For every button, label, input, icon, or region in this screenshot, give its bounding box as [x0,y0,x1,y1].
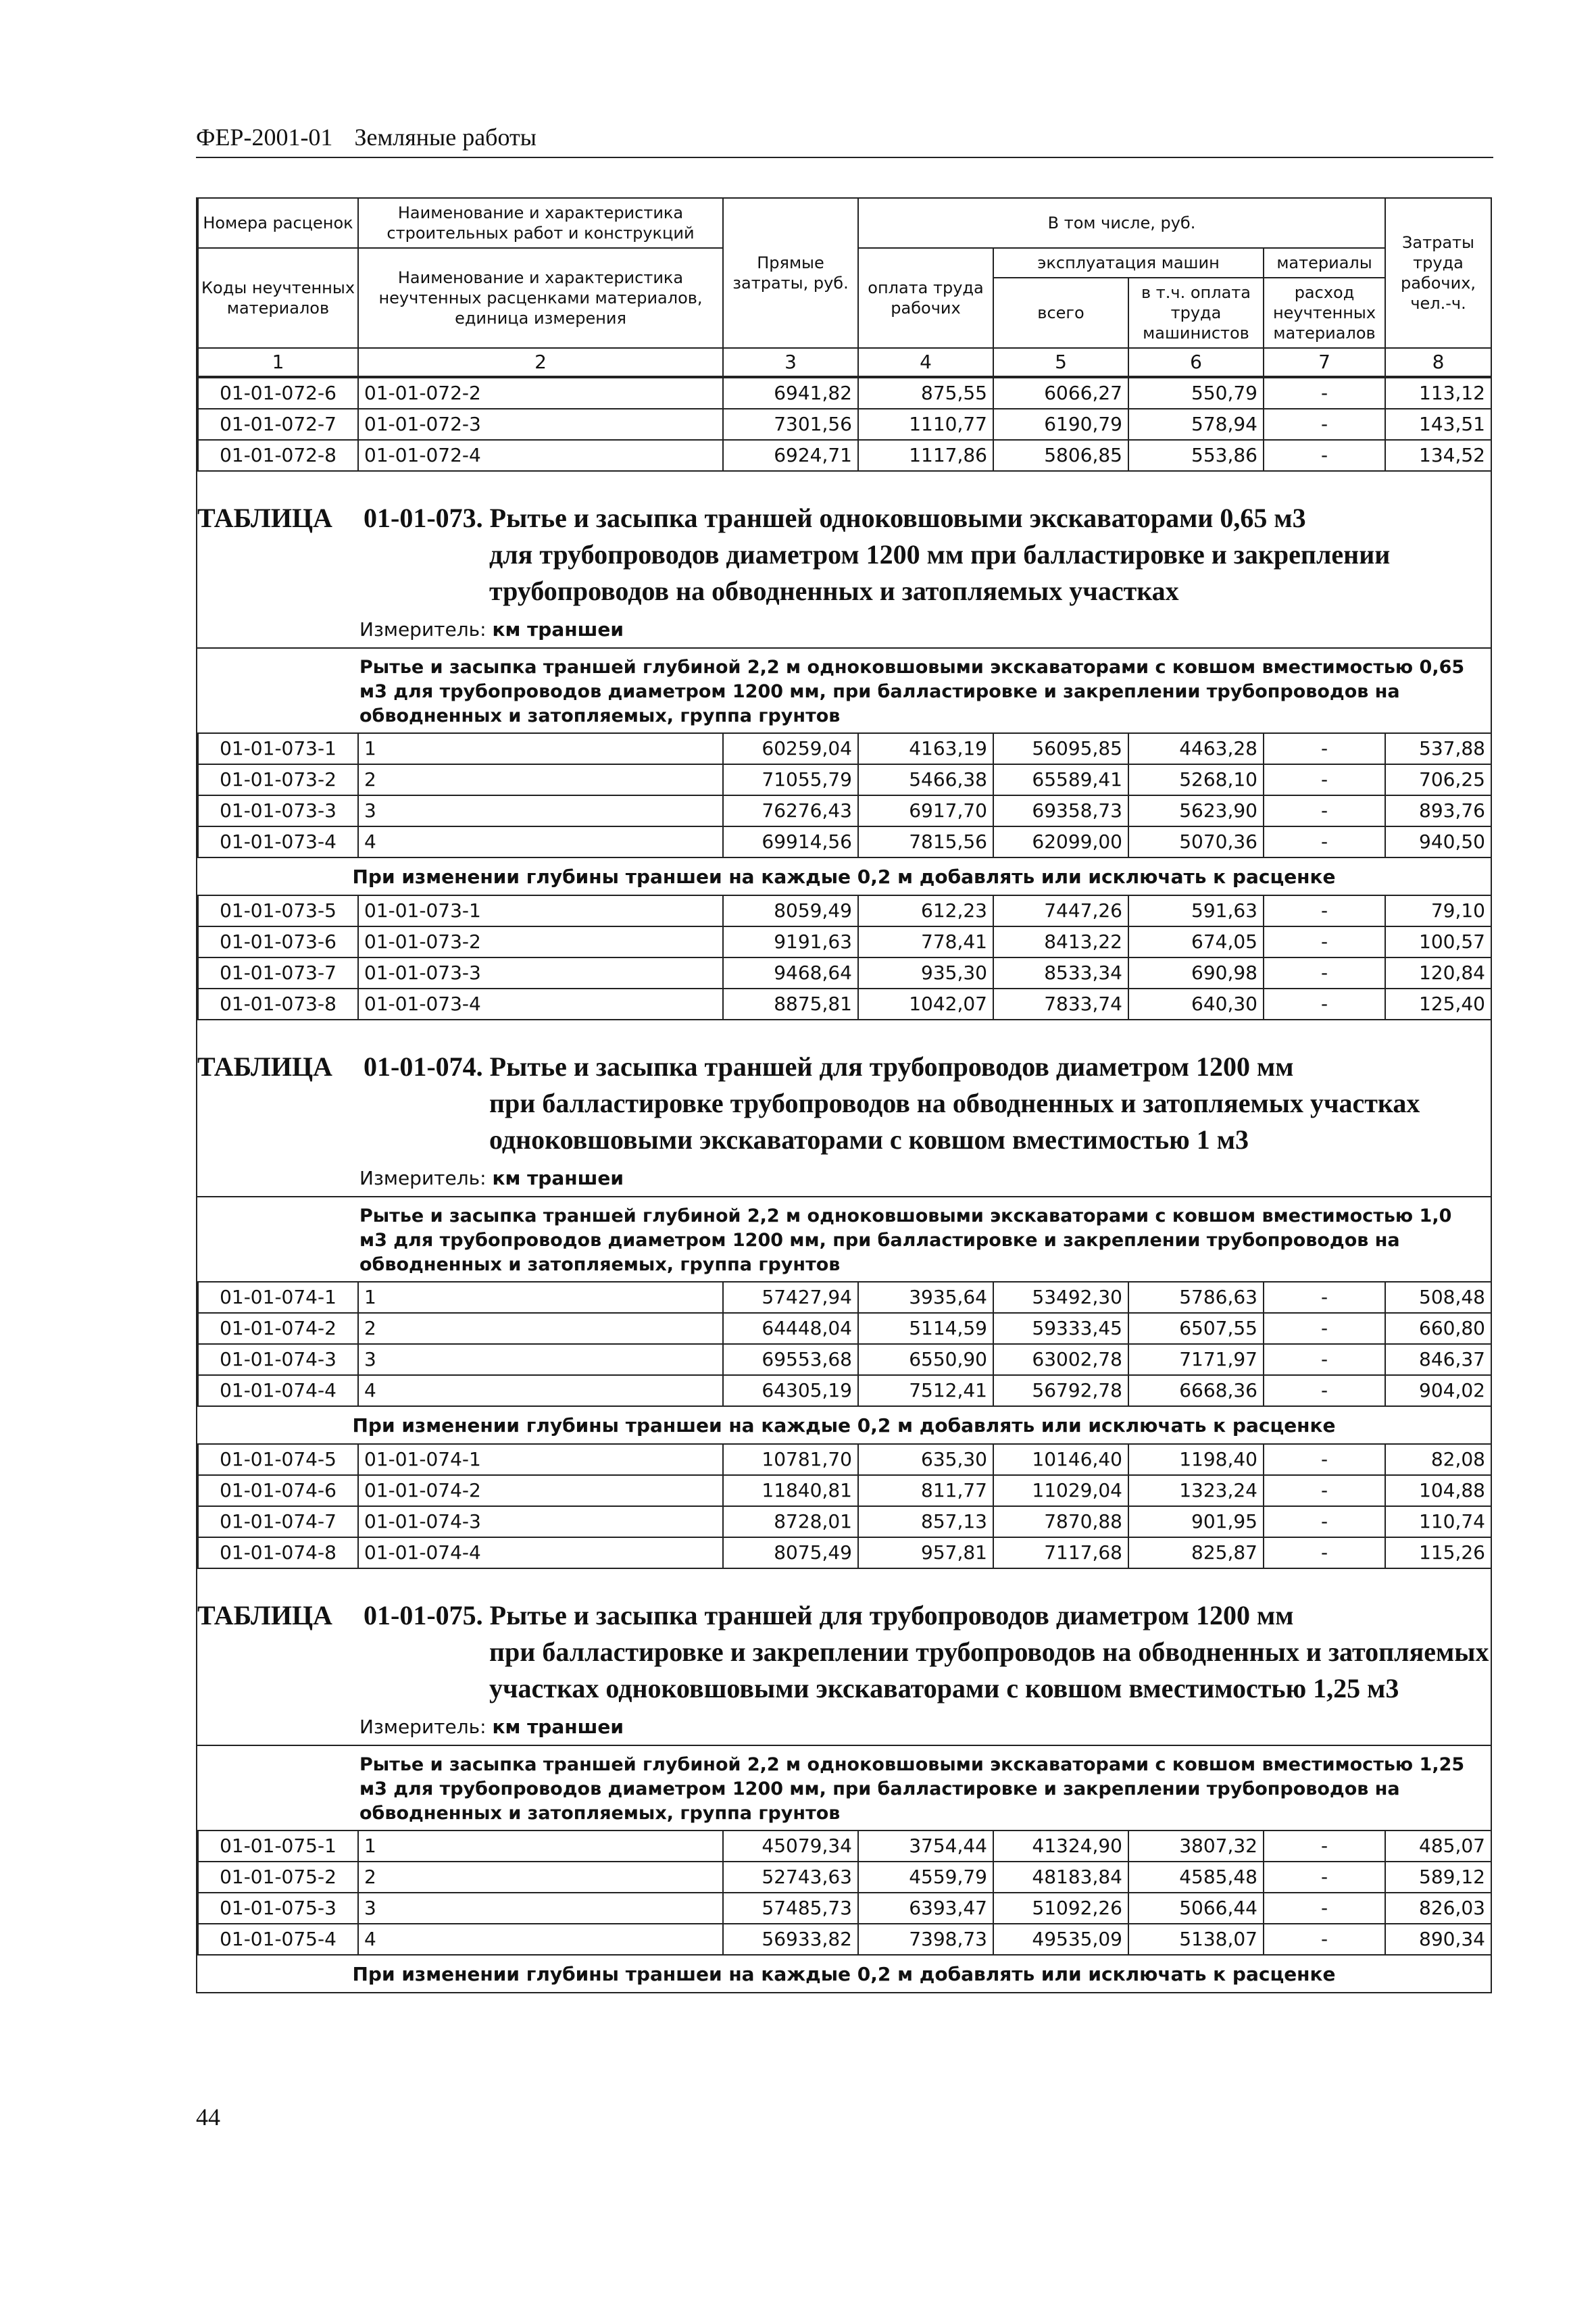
cell-direct-costs: 9468,64 [723,957,858,989]
cell-labor-hours: 125,40 [1385,989,1491,1020]
rates-table [197,1281,1492,1407]
cell-direct-costs: 64448,04 [723,1313,858,1344]
cell-rate-code: 01-01-073-1 [198,733,358,764]
cell-direct-costs: 69553,68 [723,1344,858,1375]
table-row [198,1893,1491,1924]
cell-labor-pay: 3754,44 [858,1831,993,1862]
cell-direct-costs: 69914,56 [723,826,858,857]
work-description: Рытье и засыпка траншей глубиной 2,2 м одноковшовыми экскаваторами с ковшом вместимостью 1,25 м3 для трубопроводов диаметром 1200 мм, при балластировке и закреплении трубопроводов на обводненных и затопляемых, группа грунтов [197,1745,1491,1830]
rates-sheet [196,197,1492,1993]
table-title [197,488,1491,612]
cell-labor-pay: 7398,73 [858,1924,993,1955]
meter-label: Измеритель: [359,1167,487,1189]
cell-rate-name: 1 [358,733,723,764]
table-row [198,895,1491,926]
cell-labor-pay: 6917,70 [858,795,993,826]
table-label: ТАБЛИЦА [197,1051,332,1082]
cell-materials: - [1264,378,1385,409]
cell-direct-costs: 56933,82 [723,1924,858,1955]
cell-labor-hours: 100,57 [1385,926,1491,957]
cell-rate-code: 01-01-073-5 [198,895,358,926]
cell-rate-name: 01-01-074-3 [358,1506,723,1537]
table-row [198,764,1491,795]
cell-labor-pay: 4163,19 [858,733,993,764]
page-header [196,123,1493,158]
rates-table [197,732,1492,858]
column-number: 5 [993,348,1128,376]
table-072-continuation [197,377,1492,472]
cell-rate-code: 01-01-074-6 [198,1475,358,1506]
unit-of-measure [197,1710,1491,1745]
meter-value: км траншеи [492,1167,624,1189]
cell-labor-hours: 110,74 [1385,1506,1491,1537]
cell-machines-total: 65589,41 [993,764,1128,795]
cell-rate-code: 01-01-073-8 [198,989,358,1020]
column-number: 7 [1264,348,1385,376]
col-header-machines: эксплуатация машин [993,248,1264,278]
cell-machinist-pay: 690,98 [1128,957,1264,989]
meter-value: км траншеи [492,618,624,641]
table-title-first-line: 01-01-074. Рытье и засыпка траншей для трубопроводов диаметром 1200 мм [364,1051,1294,1082]
cell-machines-total: 56095,85 [993,733,1128,764]
cell-labor-hours: 120,84 [1385,957,1491,989]
table-row [198,1475,1491,1506]
cell-materials: - [1264,1831,1385,1862]
col-header-machines-incl: в т.ч. оплата труда машинистов [1128,278,1264,348]
cell-labor-pay: 5466,38 [858,764,993,795]
cell-labor-pay: 957,81 [858,1537,993,1568]
table-row [198,1924,1491,1955]
section-title: Земляные работы [354,124,537,151]
col-header-name: Наименование и характеристика строительных работ и конструкций [358,198,723,248]
cell-rate-name: 01-01-073-4 [358,989,723,1020]
cell-labor-hours: 660,80 [1385,1313,1491,1344]
cell-machines-total: 62099,00 [993,826,1128,857]
cell-rate-name: 01-01-074-4 [358,1537,723,1568]
cell-direct-costs: 10781,70 [723,1444,858,1475]
cell-rate-code: 01-01-073-3 [198,795,358,826]
cell-materials: - [1264,1313,1385,1344]
cell-machinist-pay: 4585,48 [1128,1862,1264,1893]
cell-machinist-pay: 5138,07 [1128,1924,1264,1955]
cell-machinist-pay: 674,05 [1128,926,1264,957]
table-row [198,378,1491,409]
cell-labor-hours: 113,12 [1385,378,1491,409]
cell-labor-pay: 1110,77 [858,409,993,440]
cell-rate-name: 2 [358,1862,723,1893]
table-row [198,1444,1491,1475]
cell-rate-name: 2 [358,764,723,795]
cell-machinist-pay: 578,94 [1128,409,1264,440]
cell-rate-code: 01-01-073-7 [198,957,358,989]
cell-labor-hours: 79,10 [1385,895,1491,926]
cell-rate-code: 01-01-074-7 [198,1506,358,1537]
cell-labor-pay: 1117,86 [858,440,993,471]
cell-rate-name: 4 [358,1375,723,1406]
cell-machinist-pay: 1323,24 [1128,1475,1264,1506]
cell-machines-total: 7870,88 [993,1506,1128,1537]
unit-of-measure [197,1161,1491,1196]
cell-rate-code: 01-01-075-4 [198,1924,358,1955]
page-number: 44 [196,2104,220,2131]
cell-rate-name: 01-01-072-2 [358,378,723,409]
cell-direct-costs: 60259,04 [723,733,858,764]
cell-machinist-pay: 7171,97 [1128,1344,1264,1375]
cell-materials: - [1264,1537,1385,1568]
cell-machines-total: 10146,40 [993,1444,1128,1475]
table-row [198,1506,1491,1537]
table-row [198,440,1491,471]
cell-labor-pay: 3935,64 [858,1282,993,1313]
cell-machines-total: 8413,22 [993,926,1128,957]
cell-machines-total: 8533,34 [993,957,1128,989]
cell-materials: - [1264,440,1385,471]
cell-rate-name: 2 [358,1313,723,1344]
cell-machines-total: 11029,04 [993,1475,1128,1506]
cell-labor-pay: 778,41 [858,926,993,957]
cell-machines-total: 59333,45 [993,1313,1128,1344]
cell-direct-costs: 76276,43 [723,795,858,826]
cell-machines-total: 6066,27 [993,378,1128,409]
cell-materials: - [1264,1344,1385,1375]
cell-machines-total: 7447,26 [993,895,1128,926]
cell-machinist-pay: 4463,28 [1128,733,1264,764]
cell-machinist-pay: 640,30 [1128,989,1264,1020]
cell-rate-code: 01-01-074-1 [198,1282,358,1313]
cell-rate-code: 01-01-075-1 [198,1831,358,1862]
table-row [198,1344,1491,1375]
cell-materials: - [1264,926,1385,957]
table-row [198,1313,1491,1344]
cell-labor-pay: 811,77 [858,1475,993,1506]
cell-direct-costs: 8875,81 [723,989,858,1020]
cell-machines-total: 7833,74 [993,989,1128,1020]
column-number: 8 [1385,348,1491,376]
cell-machinist-pay: 1198,40 [1128,1444,1264,1475]
cell-labor-hours: 104,88 [1385,1475,1491,1506]
table-row [198,1537,1491,1568]
cell-labor-pay: 1042,07 [858,989,993,1020]
col-header-labor-pay: оплата труда рабочих [858,248,993,348]
cell-rate-code: 01-01-074-4 [198,1375,358,1406]
cell-labor-hours: 706,25 [1385,764,1491,795]
cell-rate-code: 01-01-072-8 [198,440,358,471]
cell-rate-code: 01-01-074-2 [198,1313,358,1344]
cell-direct-costs: 64305,19 [723,1375,858,1406]
cell-labor-hours: 537,88 [1385,733,1491,764]
cell-materials: - [1264,733,1385,764]
table-row [198,1831,1491,1862]
rates-table [197,1830,1492,1956]
meter-value: км траншеи [492,1716,624,1738]
column-number: 6 [1128,348,1264,376]
table-row [198,926,1491,957]
cell-direct-costs: 9191,63 [723,926,858,957]
cell-labor-hours: 826,03 [1385,1893,1491,1924]
column-number: 1 [198,348,358,376]
cell-labor-pay: 6393,47 [858,1893,993,1924]
cell-materials: - [1264,1924,1385,1955]
cell-rate-name: 1 [358,1831,723,1862]
cell-machines-total: 56792,78 [993,1375,1128,1406]
cell-rate-name: 01-01-074-2 [358,1475,723,1506]
col-header-labor: Затраты труда рабочих, чел.-ч. [1385,198,1491,348]
cell-materials: - [1264,1444,1385,1475]
cell-rate-name: 01-01-073-1 [358,895,723,926]
cell-labor-pay: 875,55 [858,378,993,409]
cell-labor-hours: 890,34 [1385,1924,1491,1955]
cell-rate-name: 4 [358,826,723,857]
cell-machinist-pay: 5786,63 [1128,1282,1264,1313]
cell-labor-hours: 846,37 [1385,1344,1491,1375]
unit-of-measure [197,612,1491,647]
cell-machines-total: 48183,84 [993,1862,1128,1893]
cell-rate-name: 3 [358,795,723,826]
cell-rate-code: 01-01-074-5 [198,1444,358,1475]
depth-change-table [197,895,1492,1020]
column-number: 2 [358,348,723,376]
cell-machines-total: 49535,09 [993,1924,1128,1955]
cell-rate-code: 01-01-073-6 [198,926,358,957]
cell-direct-costs: 8075,49 [723,1537,858,1568]
cell-direct-costs: 52743,63 [723,1862,858,1893]
table-title [197,1037,1491,1161]
cell-materials: - [1264,989,1385,1020]
cell-labor-hours: 143,51 [1385,409,1491,440]
cell-machines-total: 6190,79 [993,409,1128,440]
cell-materials: - [1264,1282,1385,1313]
cell-machines-total: 41324,90 [993,1831,1128,1862]
cell-direct-costs: 11840,81 [723,1475,858,1506]
cell-direct-costs: 57427,94 [723,1282,858,1313]
col-header-incl: В том числе, руб. [858,198,1385,248]
table-title-rest: при балластировке трубопроводов на обводненных и затопляемых участках одноковшовыми экскаваторами с ковшом вместимостью 1 м3 [489,1088,1420,1155]
cell-labor-hours: 485,07 [1385,1831,1491,1862]
cell-direct-costs: 8728,01 [723,1506,858,1537]
cell-rate-code: 01-01-073-4 [198,826,358,857]
cell-direct-costs: 6941,82 [723,378,858,409]
cell-materials: - [1264,895,1385,926]
cell-rate-name: 01-01-072-3 [358,409,723,440]
cell-machinist-pay: 825,87 [1128,1537,1264,1568]
col-header-materials-use: расход неучтенных материалов [1264,278,1385,348]
cell-rate-name: 01-01-073-3 [358,957,723,989]
cell-materials: - [1264,795,1385,826]
table-title-first-line: 01-01-073. Рытье и засыпка траншей одноковшовыми экскаваторами 0,65 м3 [364,503,1306,533]
depth-change-note: При изменении глубины траншеи на каждые 0,2 м добавлять или исключать к расценке [352,1963,1336,1985]
cell-direct-costs: 57485,73 [723,1893,858,1924]
cell-labor-pay: 635,30 [858,1444,993,1475]
cell-machinist-pay: 6668,36 [1128,1375,1264,1406]
table-title-rest: для трубопроводов диаметром 1200 мм при балластировке и закреплении трубопроводов на обводненных и затопляемых участках [489,539,1391,606]
cell-labor-hours: 115,26 [1385,1537,1491,1568]
cell-labor-hours: 508,48 [1385,1282,1491,1313]
cell-machines-total: 69358,73 [993,795,1128,826]
table-label: ТАБЛИЦА [197,503,332,533]
cell-labor-pay: 7815,56 [858,826,993,857]
cell-direct-costs: 8059,49 [723,895,858,926]
meter-label: Измеритель: [359,1716,487,1738]
cell-materials: - [1264,1893,1385,1924]
table-row [198,957,1491,989]
cell-labor-pay: 857,13 [858,1506,993,1537]
cell-rate-code: 01-01-072-7 [198,409,358,440]
cell-labor-hours: 940,50 [1385,826,1491,857]
cell-materials: - [1264,764,1385,795]
table-row [198,1375,1491,1406]
cell-machines-total: 53492,30 [993,1282,1128,1313]
cell-machinist-pay: 5623,90 [1128,795,1264,826]
cell-rate-code: 01-01-075-2 [198,1862,358,1893]
table-row [198,733,1491,764]
cell-machinist-pay: 6507,55 [1128,1313,1264,1344]
col-header-material-name: Наименование и характеристика неучтенных расценками материалов, единица измерения [358,248,723,348]
cell-direct-costs: 6924,71 [723,440,858,471]
cell-materials: - [1264,409,1385,440]
cell-materials: - [1264,826,1385,857]
col-header-materials: материалы [1264,248,1385,278]
cell-materials: - [1264,1475,1385,1506]
cell-machinist-pay: 5070,36 [1128,826,1264,857]
cell-machinist-pay: 3807,32 [1128,1831,1264,1862]
table-title-first-line: 01-01-075. Рытье и засыпка траншей для трубопроводов диаметром 1200 мм [364,1600,1294,1631]
cell-rate-code: 01-01-073-2 [198,764,358,795]
table-title-rest: при балластировке и закреплении трубопроводов на обводненных и затопляемых участках одноковшовыми экскаваторами с ковшом вместимостью 1,25 м3 [489,1637,1489,1703]
work-description: Рытье и засыпка траншей глубиной 2,2 м одноковшовыми экскаваторами с ковшом вместимостью 0,65 м3 для трубопроводов диаметром 1200 мм, при балластировке и закреплении трубопроводов на обводненных и затопляемых, группа грунтов [197,647,1491,732]
table-label: ТАБЛИЦА [197,1600,332,1631]
cell-rate-name: 4 [358,1924,723,1955]
cell-materials: - [1264,957,1385,989]
cell-machinist-pay: 591,63 [1128,895,1264,926]
work-description: Рытье и засыпка траншей глубиной 2,2 м одноковшовыми экскаваторами с ковшом вместимостью 1,0 м3 для трубопроводов диаметром 1200 мм, при балластировке и закреплении трубопроводов на обводненных и затопляемых, группа грунтов [197,1196,1491,1281]
table-row [198,1862,1491,1893]
cell-rate-code: 01-01-075-3 [198,1893,358,1924]
column-number-row [198,348,1491,376]
table-row [198,989,1491,1020]
cell-machinist-pay: 901,95 [1128,1506,1264,1537]
cell-materials: - [1264,1862,1385,1893]
cell-machines-total: 63002,78 [993,1344,1128,1375]
cell-labor-hours: 134,52 [1385,440,1491,471]
cell-rate-name: 01-01-073-2 [358,926,723,957]
cell-direct-costs: 71055,79 [723,764,858,795]
cell-rate-name: 1 [358,1282,723,1313]
col-header-direct: Прямые затраты, руб. [723,198,858,348]
table-title [197,1585,1491,1710]
column-number: 3 [723,348,858,376]
cell-rate-code: 01-01-072-6 [198,378,358,409]
cell-labor-pay: 5114,59 [858,1313,993,1344]
cell-machinist-pay: 5268,10 [1128,764,1264,795]
cell-labor-pay: 4559,79 [858,1862,993,1893]
column-header-table [197,197,1492,377]
cell-machines-total: 7117,68 [993,1537,1128,1568]
cell-machinist-pay: 5066,44 [1128,1893,1264,1924]
table-row [198,409,1491,440]
cell-machinist-pay: 550,79 [1128,378,1264,409]
depth-change-note: При изменении глубины траншеи на каждые 0,2 м добавлять или исключать к расценке [352,866,1336,888]
cell-rate-name: 3 [358,1344,723,1375]
cell-rate-name: 3 [358,1893,723,1924]
table-row [198,826,1491,857]
cell-materials: - [1264,1375,1385,1406]
cell-materials: - [1264,1506,1385,1537]
cell-rate-name: 01-01-074-1 [358,1444,723,1475]
cell-rate-name: 01-01-072-4 [358,440,723,471]
cell-labor-hours: 589,12 [1385,1862,1491,1893]
cell-machines-total: 5806,85 [993,440,1128,471]
table-row [198,1282,1491,1313]
depth-change-note: При изменении глубины траншеи на каждые 0,2 м добавлять или исключать к расценке [352,1414,1336,1437]
cell-machinist-pay: 553,86 [1128,440,1264,471]
cell-rate-code: 01-01-074-3 [198,1344,358,1375]
cell-labor-pay: 612,23 [858,895,993,926]
doc-code: ФЕР-2001-01 [196,124,333,151]
col-header-machines-total: всего [993,278,1128,348]
depth-change-table [197,1443,1492,1569]
cell-labor-pay: 6550,90 [858,1344,993,1375]
col-header-material-codes: Коды неучтенных материалов [198,248,358,348]
cell-machines-total: 51092,26 [993,1893,1128,1924]
cell-direct-costs: 45079,34 [723,1831,858,1862]
cell-labor-pay: 7512,41 [858,1375,993,1406]
cell-labor-pay: 935,30 [858,957,993,989]
cell-labor-hours: 904,02 [1385,1375,1491,1406]
meter-label: Измеритель: [359,618,487,641]
table-row [198,795,1491,826]
cell-labor-hours: 893,76 [1385,795,1491,826]
col-header-codes: Номера расценок [198,198,358,248]
cell-labor-hours: 82,08 [1385,1444,1491,1475]
cell-direct-costs: 7301,56 [723,409,858,440]
column-number: 4 [858,348,993,376]
cell-rate-code: 01-01-074-8 [198,1537,358,1568]
